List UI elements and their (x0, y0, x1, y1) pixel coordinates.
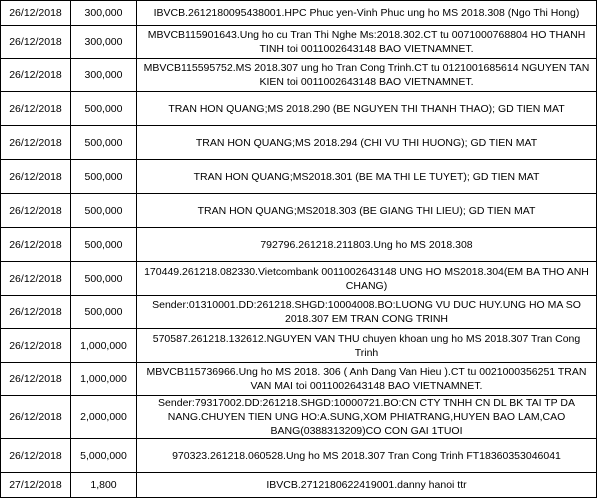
amount-cell: 5,000,000 (71, 439, 137, 473)
description-cell: 170449.261218.082330.Vietcombank 0011002643148 UNG HO MS2018.304(EM BA THO ANH CHANG) (137, 262, 597, 296)
table-row (1, 1, 597, 26)
description-cell: TRAN HON QUANG;MS2018.301 (BE MA THI LE TUYET); GD TIEN MAT (137, 160, 597, 194)
date-cell: 26/12/2018 (1, 59, 71, 92)
date-cell: 26/12/2018 (1, 126, 71, 160)
amount-cell: 500,000 (71, 296, 137, 329)
description-cell: MBVCB115736966.Ung ho MS 2018. 306 ( Anh Dang Van Hieu ).CT tu 0021000356251 TRAN VAN MAI toi 0011002643148 BAO VIETNAMNET. (137, 363, 597, 396)
date-cell: 26/12/2018 (1, 329, 71, 363)
date-cell: 26/12/2018 (1, 296, 71, 329)
date-cell: 26/12/2018 (1, 1, 71, 26)
date-cell: 26/12/2018 (1, 160, 71, 194)
table-row (1, 262, 597, 296)
amount-cell: 500,000 (71, 126, 137, 160)
description-cell: 570587.261218.132612.NGUYEN VAN THU chuyen khoan ung ho MS 2018.307 Tran Cong Trinh (137, 329, 597, 363)
amount-cell: 500,000 (71, 228, 137, 262)
description-cell: 792796.261218.211803.Ung ho MS 2018.308 (137, 228, 597, 262)
date-cell: 26/12/2018 (1, 194, 71, 228)
amount-cell: 1,000,000 (71, 329, 137, 363)
amount-cell: 500,000 (71, 194, 137, 228)
description-cell: MBVCB115595752.MS 2018.307 ung ho Tran Cong Trinh.CT tu 0121001685614 NGUYEN TAN KIEN toi 0011002643148 BAO VIETNAMNET. (137, 59, 597, 92)
description-cell: TRAN HON QUANG;MS2018.303 (BE GIANG THI LIEU); GD TIEN MAT (137, 194, 597, 228)
table-row (1, 363, 597, 396)
amount-cell: 500,000 (71, 92, 137, 126)
table-row (1, 473, 597, 498)
description-cell: Sender:01310001.DD:261218.SHGD:10004008.BO:LUONG VU DUC HUY.UNG HO MA SO 2018.307 EM TRAN CONG TRINH (137, 296, 597, 329)
table-row (1, 228, 597, 262)
table-row (1, 396, 597, 439)
table-row (1, 296, 597, 329)
description-cell: TRAN HON QUANG;MS 2018.294 (CHI VU THI HUONG); GD TIEN MAT (137, 126, 597, 160)
amount-cell: 300,000 (71, 1, 137, 26)
date-cell: 26/12/2018 (1, 262, 71, 296)
table-row (1, 329, 597, 363)
table-row (1, 439, 597, 473)
date-cell: 26/12/2018 (1, 363, 71, 396)
date-cell: 27/12/2018 (1, 473, 71, 498)
amount-cell: 300,000 (71, 26, 137, 59)
date-cell: 26/12/2018 (1, 228, 71, 262)
table-row (1, 92, 597, 126)
table-row (1, 26, 597, 59)
description-cell: IBVCB.2612180095438001.HPC Phuc yen-Vinh Phuc ung ho MS 2018.308 (Ngo Thi Hong) (137, 1, 597, 26)
table-row (1, 194, 597, 228)
description-cell: Sender:79317002.DD:261218.SHGD:10000721.BO:CN CTY TNHH CN DL BK TAI TP DA NANG.CHUYEN TIEN UNG HO:A.SUNG,XOM PHIATRANG,HUYEN BAO LAM,CAO BANG(0388313209)CO CON GAI 1TUOI (137, 396, 597, 439)
table-row (1, 126, 597, 160)
date-cell: 26/12/2018 (1, 439, 71, 473)
amount-cell: 1,000,000 (71, 363, 137, 396)
amount-cell: 500,000 (71, 262, 137, 296)
description-cell: IBVCB.2712180622419001.danny hanoi ttr (137, 473, 597, 498)
amount-cell: 1,800 (71, 473, 137, 498)
date-cell: 26/12/2018 (1, 92, 71, 126)
amount-cell: 300,000 (71, 59, 137, 92)
table-row (1, 160, 597, 194)
description-cell: MBVCB115901643.Ung ho cu Tran Thi Nghe Ms:2018.302.CT tu 0071000768804 HO THANH TINH toi 0011002643148 BAO VIETNAMNET. (137, 26, 597, 59)
table-row (1, 59, 597, 92)
description-cell: TRAN HON QUANG;MS 2018.290 (BE NGUYEN THI THANH THAO); GD TIEN MAT (137, 92, 597, 126)
date-cell: 26/12/2018 (1, 396, 71, 439)
date-cell: 26/12/2018 (1, 26, 71, 59)
amount-cell: 2,000,000 (71, 396, 137, 439)
description-cell: 970323.261218.060528.Ung ho MS 2018.307 Tran Cong Trinh FT18360353046041 (137, 439, 597, 473)
amount-cell: 500,000 (71, 160, 137, 194)
